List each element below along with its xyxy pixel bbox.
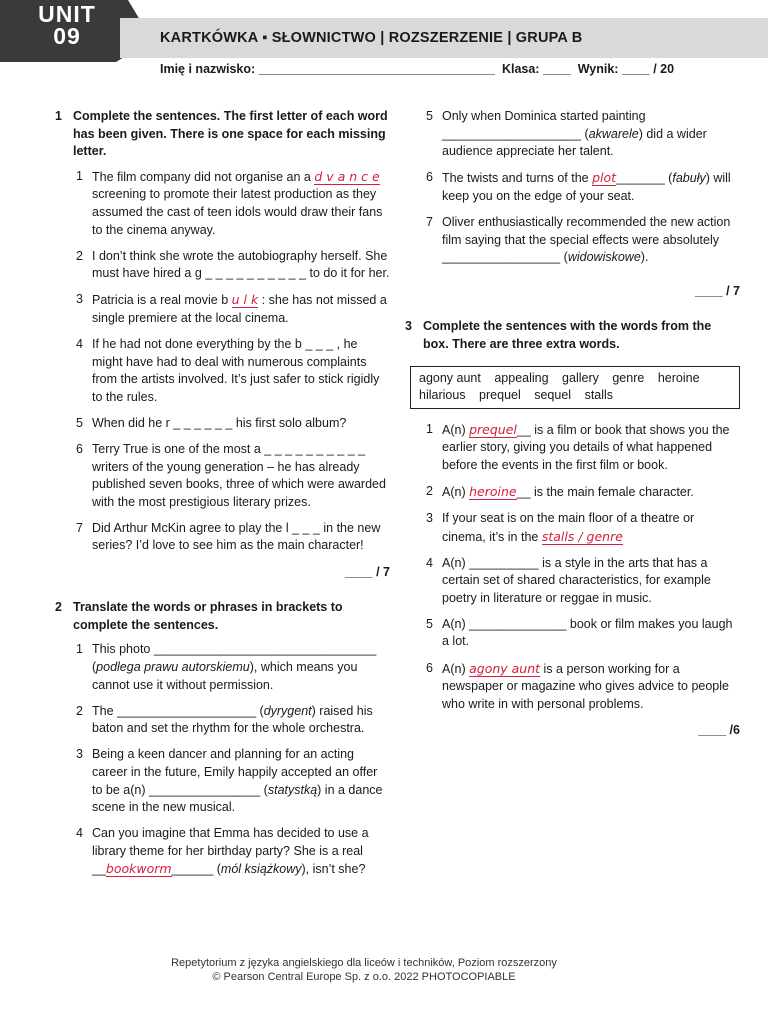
item-text [442,214,740,267]
item-text-after: ). [640,250,649,265]
item-text-before: The ____________________ ( [92,703,264,718]
item-number: 6 [426,660,433,675]
item-text-before: Being a keen dancer and planning for an acting career in the future, Emily happily accepted an offer to be a(n) ________________ ( [92,747,378,797]
task-number: 2 [55,600,62,615]
header-title: KARTKÓWKA ▪ SŁOWNICTWO | ROZSZERZENIE | GRUPA B [160,30,583,46]
exercise-item [55,520,390,555]
task-2-items-right [405,108,740,267]
handwritten-answer: stalls / genre [541,528,623,544]
item-text-before: The film company did not organise an a [92,169,315,184]
exercise-item [405,555,740,608]
exercise-item [55,291,390,327]
item-text-tail: ), isn’t she? [301,862,366,877]
exercise-item [55,441,390,511]
hint-polish: akwarele [588,126,639,141]
item-text-after: _______ ( [616,171,673,186]
item-number: 2 [76,703,83,718]
item-number: 5 [426,616,433,631]
item-text [442,421,740,475]
word-box-item: heroine [657,370,700,385]
task-2-score: ____ / 7 [694,283,740,298]
item-text [442,510,740,546]
exercise-item [55,746,390,816]
item-number: 6 [76,442,83,456]
word-box-item: hilarious [419,388,466,403]
word-box-item: appealing [494,370,549,385]
item-number: 1 [76,168,83,183]
exercise-item [405,660,740,714]
hint-polish: mól książkowy [220,862,302,877]
task-instruction: Translate the words or phrases in brackets to complete the sentences. [73,600,343,632]
item-text [92,248,390,283]
task-1-items [55,168,390,555]
task-1-score: ____ / 7 [344,564,390,579]
footer [0,956,728,984]
item-text-after: ) did a wider audience appreciate her talent. [442,126,707,159]
item-text [92,336,390,406]
student-info-line: Imię i nazwisko: __________________________________ Klasa: ____ Wynik: ____ / 20 [160,62,675,76]
left-column [55,108,390,889]
item-text-after: screening to promote their latest production as they assumed the cast of teen idols would draw their fans to the cinema anyway. [92,187,383,237]
word-box-item: prequel [479,388,521,403]
item-number: 7 [426,214,433,229]
item-text-before: Can you imagine that Emma has decided to use a library theme for her birthday party? She is a real __ [92,826,369,877]
item-text-before: The twists and turns of the [442,171,593,186]
exercise-item [55,248,390,283]
item-text-tail: ) will keep you on the edge of your seat. [442,171,731,203]
hint-polish: widowiskowe [567,250,641,265]
item-text [442,616,740,651]
exercise-item [405,616,740,651]
item-text-before: Terry True is one of the most a _ _ _ _ _ _ _ _ _ _ writers of the young generation – he has already published seven books, three of which were awarded with the most prestigious literary prizes. [92,442,386,509]
item-number: 1 [426,421,433,436]
handwritten-answer: d v a n c e [314,168,380,184]
item-text [442,660,740,714]
item-text-after: ), which means you cannot use it without permission. [92,659,358,692]
item-text-after: __ is the main female character. [516,484,694,499]
word-box-item: stalls [584,388,614,403]
task-3-heading [405,318,740,353]
item-text-before: When did he r _ _ _ _ _ _ his first solo album? [92,415,347,430]
item-number: 6 [426,170,433,185]
item-number: 3 [76,292,83,307]
word-box-item: genre [612,370,645,385]
exercise-item [55,703,390,738]
handwritten-answer: prequel [469,421,517,437]
unit-word: UNIT [38,1,96,27]
handwritten-answer: agony aunt [469,660,541,676]
item-text-before: Patricia is a real movie b [92,293,232,308]
item-text-after: ______ ( [171,862,221,877]
item-text [442,483,740,502]
item-number: 5 [76,415,83,430]
item-text-after: ) in a dance scene in the new musical. [92,782,383,815]
task-number: 3 [405,319,412,334]
item-number: 4 [426,555,433,570]
handwritten-answer: u l k [231,292,259,308]
item-number: 1 [76,642,83,657]
exercise-item [55,641,390,694]
word-box-item: sequel [534,388,572,403]
exercise-item [405,421,740,475]
item-number: 4 [76,337,83,352]
item-text-after: : she has not missed a single premiere at the local cinema. [92,293,387,325]
item-text [92,291,390,327]
item-number: 5 [426,109,433,123]
item-text-after: ) raised his baton and set the rhythm for the whole orchestra. [92,703,373,736]
item-number: 2 [76,248,83,263]
item-text-before: A(n) [442,484,470,499]
task-2-heading [55,599,390,634]
item-text [92,703,390,738]
item-text-before: Oliver enthusiastically recommended the new action film saying that the special effects were absolutely _________________ ( [442,214,731,265]
handwritten-answer: bookworm [105,861,172,877]
footer-line-2: © Pearson Central Europe Sp. z o.o. 2022 PHOTOCOPIABLE [212,971,516,983]
task-3-score: ____ /6 [698,722,740,737]
hint-polish: fabuły [672,171,706,186]
task-1-heading [55,108,390,161]
task-instruction: Complete the sentences with the words from the box. There are three extra words. [423,319,712,351]
exercise-item [55,825,390,879]
task-2-items-left [55,641,390,879]
exercise-item [405,510,740,546]
item-text [92,746,390,816]
item-text-before: A(n) [442,422,470,437]
exercise-item [55,168,390,239]
item-number: 3 [426,510,433,525]
word-box [410,366,740,409]
exercise-item [55,336,390,406]
item-text [92,520,390,555]
item-text [92,441,390,511]
exercise-item [405,483,740,502]
item-text [92,415,390,433]
item-text-before: A(n) ______________ book or film makes you laugh a lot. [442,616,733,649]
item-number: 2 [426,483,433,498]
unit-number: 09 [53,23,81,49]
unit-label [22,3,112,47]
exercise-item [55,415,390,433]
item-text-before: This photo ________________________________ ( [92,642,377,674]
task-1 [55,108,390,581]
task-2 [55,599,390,879]
task-number: 1 [55,109,62,123]
word-box-item: agony aunt [419,370,481,385]
hint-polish: statystką [267,782,318,797]
word-box-item: gallery [562,370,599,385]
exercise-item [405,169,740,205]
item-number: 7 [76,520,83,535]
item-text-after: __ is a film or book that shows you the earlier story, giving you details of what happened before the events in the first film or book. [442,422,730,472]
handwritten-answer: heroine [469,483,517,499]
item-text [92,641,390,694]
item-text [92,168,390,239]
item-text-before: Only when Dominica started painting ____________________ ( [442,109,646,141]
item-text-before: A(n) __________ is a style in the arts that has a certain set of shared characteristics, for example poetry in literature or reggae in music. [442,555,711,605]
item-text [442,555,740,608]
footer-line-1: Repetytorium z języka angielskiego dla liceów i techników, Poziom rozszerzony [171,957,557,969]
hint-polish: dyrygent [263,703,312,718]
item-text [92,825,390,879]
exercise-item [405,108,740,161]
task-instruction: Complete the sentences. The first letter of each word has been given. There is one space for each missing letter. [73,109,388,159]
task-3-items [405,421,740,714]
item-text-before: If he had not done everything by the b _ _ _ , he might have had to deal with numerous complaints from the artists involved. It’s just safer to stick rigidly to the rules. [92,337,380,404]
item-number: 3 [76,747,83,762]
handwritten-answer: plot [592,170,617,186]
item-text [442,108,740,161]
item-text-before: If your seat is on the main floor of a theatre or cinema, it’s in the [442,510,695,544]
task-3 [405,318,740,739]
item-text-before: A(n) [442,661,470,676]
right-column [405,108,740,757]
item-text-after: is a person working for a newspaper or magazine who gives advice to people who write in with personal problems. [442,661,729,711]
hint-polish: podlega prawu autorskiemu [96,659,250,674]
item-number: 4 [76,826,83,841]
item-text-before: I don’t think she wrote the autobiography herself. She must have hired a g _ _ _ _ _ _ _ _ _ _ to do it for her. [92,248,390,281]
item-text-before: Did Arthur McKin agree to play the l _ _ _ in the new series? I’d love to see him as the main character! [92,520,381,553]
exercise-item [405,214,740,267]
item-text [442,169,740,205]
